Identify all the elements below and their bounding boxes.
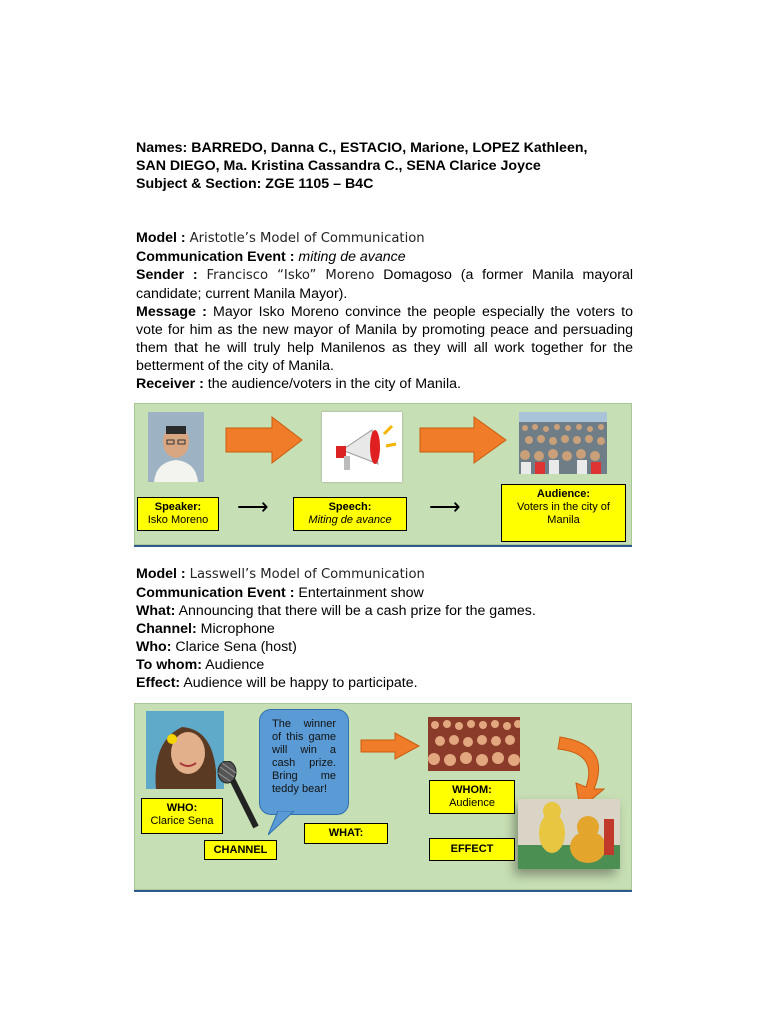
model2-what-label: What: [136, 603, 176, 619]
speech-label-box [293, 497, 407, 531]
whom-title: WHOM: [452, 784, 492, 796]
speech-bubble: The winner of this game will win a cash prize. Bring me teddy bear! [259, 709, 349, 815]
aristotle-diagram [134, 403, 632, 547]
model1-sender-value-a: Francisco “Isko” Moreno [206, 268, 375, 283]
model2-model-value: Lasswell’s Model of Communication [189, 567, 425, 582]
speech-title: Speech: [328, 501, 372, 513]
speaker-label-box [137, 497, 219, 531]
audience-name: Voters in the city of Manila [517, 501, 610, 526]
model2-towhom-row [136, 656, 633, 674]
arrow-right-icon [418, 415, 508, 465]
who-title: WHO: [166, 802, 198, 814]
whom-name: Audience [449, 797, 495, 809]
model1-event-value: miting de avance [298, 249, 406, 265]
host-photo [146, 711, 224, 789]
audience-title: Audience: [536, 488, 591, 500]
who-label-box [141, 798, 223, 834]
arrow-right-icon [224, 415, 304, 465]
model2-who-row [136, 638, 633, 656]
effect-label-box [429, 838, 515, 861]
model2-who-value: Clarice Sena (host) [175, 639, 297, 655]
names-header [136, 139, 633, 193]
megaphone-image [322, 412, 402, 482]
model2-channel-value: Microphone [200, 621, 275, 637]
model1-receiver-value: the audience/voters in the city of Manila. [207, 376, 461, 392]
channel-title: CHANNEL [213, 844, 268, 856]
model2-towhom-label: To whom: [136, 657, 202, 673]
model2-channel-row [136, 620, 633, 638]
subject-line: Subject & Section: ZGE 1105 – B4C [136, 176, 374, 192]
model2-model-row [136, 565, 633, 584]
model1-sender-row [136, 266, 633, 303]
model1-sender-label: Sender : [136, 267, 198, 283]
model1-model-row [136, 229, 633, 248]
audience-photo [428, 717, 520, 771]
model2-channel-label: Channel: [136, 621, 197, 637]
model1-message-row [136, 303, 633, 375]
model1-receiver-row [136, 375, 633, 393]
whom-label-box [429, 780, 515, 814]
model1-event-row [136, 248, 633, 266]
crowd-photo [519, 412, 607, 474]
model2-event-value: Entertainment show [298, 585, 424, 601]
model1-sender-value-b: Domagoso (a former Manila mayoral candidate; current Manila Mayor). [136, 267, 634, 302]
model2-who-label: Who: [136, 639, 172, 655]
model2-event-label: Communication Event : [136, 585, 295, 601]
model2-event-row [136, 584, 633, 602]
what-title: WHAT: [328, 827, 364, 839]
what-label-box [304, 823, 388, 844]
arrow-right-icon [359, 731, 421, 761]
speech-name: Miting de avance [308, 514, 392, 526]
aristotle-section [136, 229, 633, 393]
bubble-tail-icon [268, 811, 298, 837]
model2-what-value: Announcing that there will be a cash prize for the games. [178, 603, 536, 619]
thin-arrow-1: ⟶ [237, 494, 269, 519]
model2-towhom-value: Audience [205, 657, 265, 673]
model2-what-row [136, 602, 633, 620]
model1-model-value: Aristotle’s Model of Communication [189, 231, 425, 246]
audience-label-box [501, 484, 626, 542]
teddy-bear-photo [518, 799, 620, 869]
lasswell-section [136, 565, 633, 692]
effect-title: EFFECT [450, 843, 494, 855]
names-line-2: SAN DIEGO, Ma. Kristina Cassandra C., SENA Clarice Joyce [136, 158, 541, 174]
model1-message-label: Message : [136, 304, 207, 320]
names-line-1: Names: BARREDO, Danna C., ESTACIO, Marione, LOPEZ Kathleen, [136, 140, 588, 156]
megaphone-icon [322, 412, 402, 482]
model1-receiver-label: Receiver : [136, 376, 204, 392]
thin-arrow-2: ⟶ [429, 494, 461, 519]
model2-model-label: Model : [136, 566, 186, 582]
speaker-photo [148, 412, 204, 482]
model2-effect-row [136, 674, 633, 692]
who-name: Clarice Sena [150, 815, 214, 827]
model1-event-label: Communication Event : [136, 249, 295, 265]
speaker-name: Isko Moreno [147, 514, 209, 526]
channel-label-box [204, 840, 277, 860]
model1-message-value: Mayor Isko Moreno convince the people especially the voters to vote for him as the new mayor of Manila by promoting peace and persuading them that he will truly help Manilenos as they will all work together for the betterment of the city of Manila. [136, 304, 633, 374]
lasswell-diagram [134, 703, 632, 892]
speaker-title: Speaker: [154, 501, 202, 513]
model1-model-label: Model : [136, 230, 186, 246]
model2-effect-value: Audience will be happy to participate. [183, 675, 418, 691]
model2-effect-label: Effect: [136, 675, 181, 691]
